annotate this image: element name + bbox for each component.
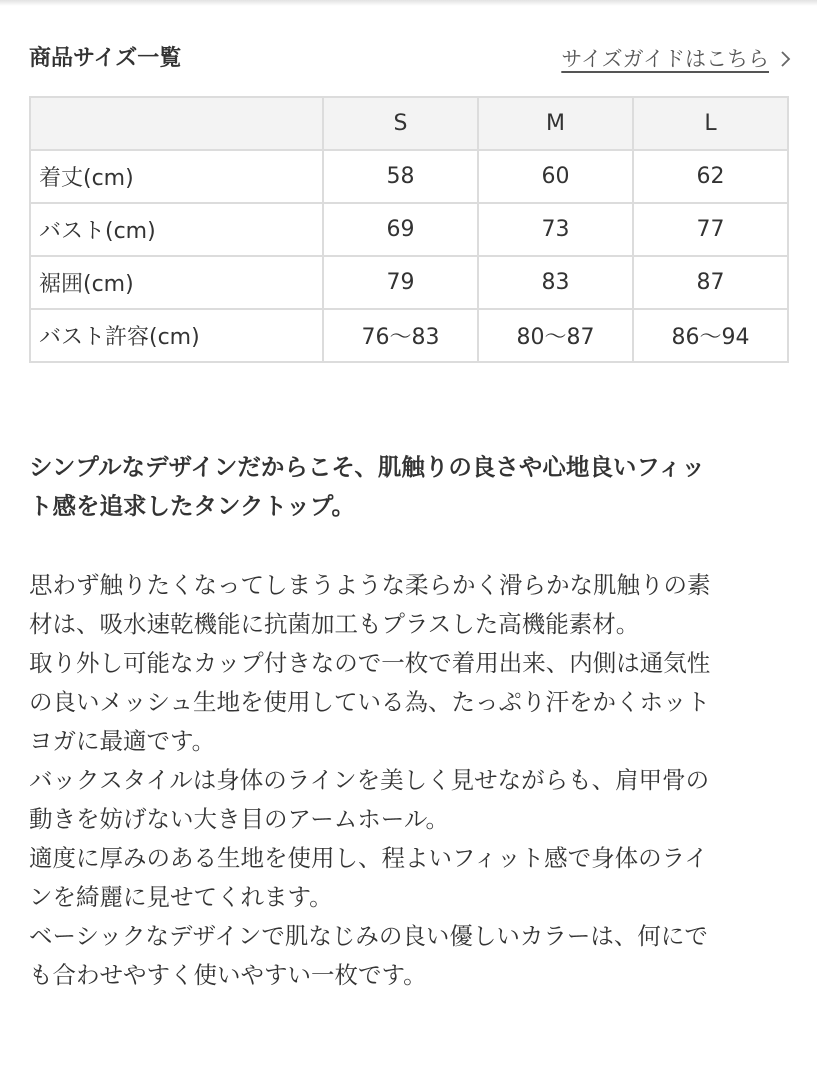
- description-line: 動きを妨げない大き目のアームホール。: [29, 805, 449, 833]
- size-guide-link[interactable]: [561, 44, 793, 74]
- table-row: [30, 256, 788, 309]
- table-row: [30, 203, 788, 256]
- table-cell: 76〜83: [323, 309, 478, 362]
- section-title: 商品サイズ一覧: [29, 46, 182, 71]
- description-line: 材は、吸水速乾機能に抗菌加工もプラスした高機能素材。: [29, 610, 640, 638]
- row-label: バスト許容(cm): [30, 309, 323, 362]
- column-header-m: M: [478, 97, 633, 150]
- description-line: ンを綺麗に見せてくれます。: [29, 883, 333, 911]
- chevron-right-icon: [779, 49, 793, 69]
- product-lead-text: [29, 448, 789, 526]
- description-line: ヨガに最適です。: [29, 727, 216, 755]
- description-line: ベーシックなデザインで肌なじみの良い優しいカラーは、何にで: [29, 922, 708, 950]
- column-header-l: L: [633, 97, 788, 150]
- table-row: [30, 309, 788, 362]
- row-label: 着丈(cm): [30, 150, 323, 203]
- column-header-s: S: [323, 97, 478, 150]
- description-line: 思わず触りたくなってしまうような柔らかく滑らかな肌触りの素: [29, 571, 711, 599]
- table-header-row: [30, 97, 788, 150]
- product-description: [29, 566, 789, 995]
- description-line: の良いメッシュ生地を使用している為、たっぷり汗をかくホット: [29, 688, 711, 716]
- table-cell: 87: [633, 256, 788, 309]
- size-guide-link-label: サイズガイドはこちら: [561, 47, 769, 71]
- table-cell: 60: [478, 150, 633, 203]
- size-table: [29, 96, 789, 363]
- description-line: も合わせやすく使いやすい一枚です。: [29, 961, 427, 989]
- description-line: バックスタイルは身体のラインを美しく見せながらも、肩甲骨の: [29, 766, 710, 794]
- table-cell: 77: [633, 203, 788, 256]
- row-label: 裾囲(cm): [30, 256, 323, 309]
- description-line: 取り外し可能なカップ付きなので一枚で着用出来、内側は通気性: [29, 649, 711, 677]
- lead-line: ト感を追求したタンクトップ。: [29, 492, 355, 520]
- table-cell: 79: [323, 256, 478, 309]
- lead-line: シンプルなデザインだからこそ、肌触りの良さや心地良いフィッ: [29, 453, 705, 481]
- table-header-corner: [30, 97, 323, 150]
- row-label: バスト(cm): [30, 203, 323, 256]
- table-cell: 69: [323, 203, 478, 256]
- table-cell: 73: [478, 203, 633, 256]
- table-cell: 62: [633, 150, 788, 203]
- table-row: [30, 150, 788, 203]
- table-cell: 83: [478, 256, 633, 309]
- size-list-header: [29, 42, 793, 78]
- table-cell: 80〜87: [478, 309, 633, 362]
- table-cell: 58: [323, 150, 478, 203]
- top-divider: [0, 0, 817, 6]
- description-line: 適度に厚みのある生地を使用し、程よいフィット感で身体のライ: [29, 844, 708, 872]
- table-cell: 86〜94: [633, 309, 788, 362]
